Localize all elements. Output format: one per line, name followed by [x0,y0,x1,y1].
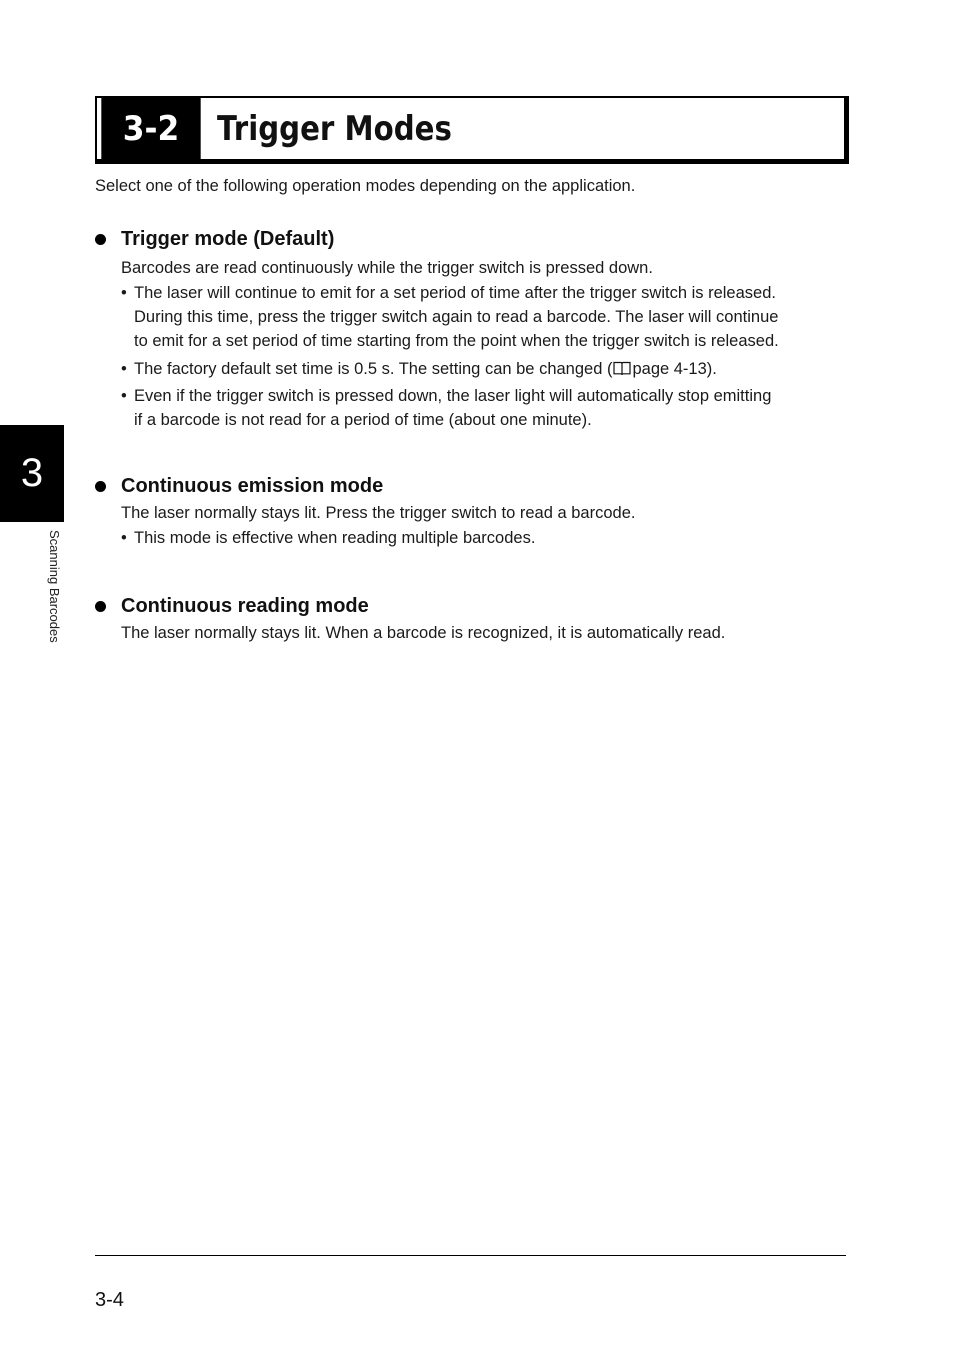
bullet-text: This mode is effective when reading multiple barcodes. [134,529,536,547]
section-heading [95,593,855,619]
section-description: The laser normally stays lit. Press the trigger switch to read a barcode. [121,504,636,522]
bullet-text [134,357,855,381]
bullet-mark: • [121,284,127,302]
bullet-line: The factory default set time is 0.5 s. The setting can be changed ( [134,360,613,378]
page-number: 3-4 [95,1289,124,1311]
bullet-line: During this time, press the trigger switch again to read a barcode. The laser will continue [134,308,779,326]
chapter-side-title: Scanning Barcodes [47,530,62,643]
section-number: 3-2 [101,98,200,159]
bullet-text [134,281,855,353]
intro-text: Select one of the following operation modes depending on the application. [95,177,636,195]
bullet-dot-icon [95,601,106,612]
section-continuous-emission [95,473,855,550]
footer-divider [95,1255,846,1256]
section-heading [95,226,855,252]
bullet-text [134,384,855,432]
bullet-mark: • [121,529,127,547]
bullet-dot-icon [95,481,106,492]
bullet-line: Even if the trigger switch is pressed down, the laser light will automatically stop emitting [134,387,772,405]
section-title: Trigger Modes [217,108,452,149]
page-reference: page 4-13). [632,360,717,378]
section-description: The laser normally stays lit. When a barcode is recognized, it is automatically read. [121,624,726,642]
section-description: Barcodes are read continuously while the trigger switch is pressed down. [121,259,653,277]
list-item [121,281,855,353]
bullet-dot-icon [95,234,106,245]
heading-text: Trigger mode (Default) [121,227,335,250]
section-continuous-reading [95,593,855,645]
book-icon [613,361,631,376]
bullet-line: if a barcode is not read for a period of time (about one minute). [134,411,592,429]
bullet-line: to emit for a set period of time starting from the point when the trigger switch is released. [134,332,779,350]
chapter-tab: 3 [0,425,64,522]
bullet-line: The laser will continue to emit for a set period of time after the trigger switch is released. [134,284,776,302]
bullet-mark: • [121,360,127,378]
section-title-bar [95,96,849,164]
list-item [121,384,855,432]
section-trigger-mode [95,226,855,432]
list-item [121,357,855,381]
section-heading [95,473,855,499]
list-item [121,526,855,550]
heading-text: Continuous emission mode [121,474,384,497]
bullet-mark: • [121,387,127,405]
heading-text: Continuous reading mode [121,594,369,617]
